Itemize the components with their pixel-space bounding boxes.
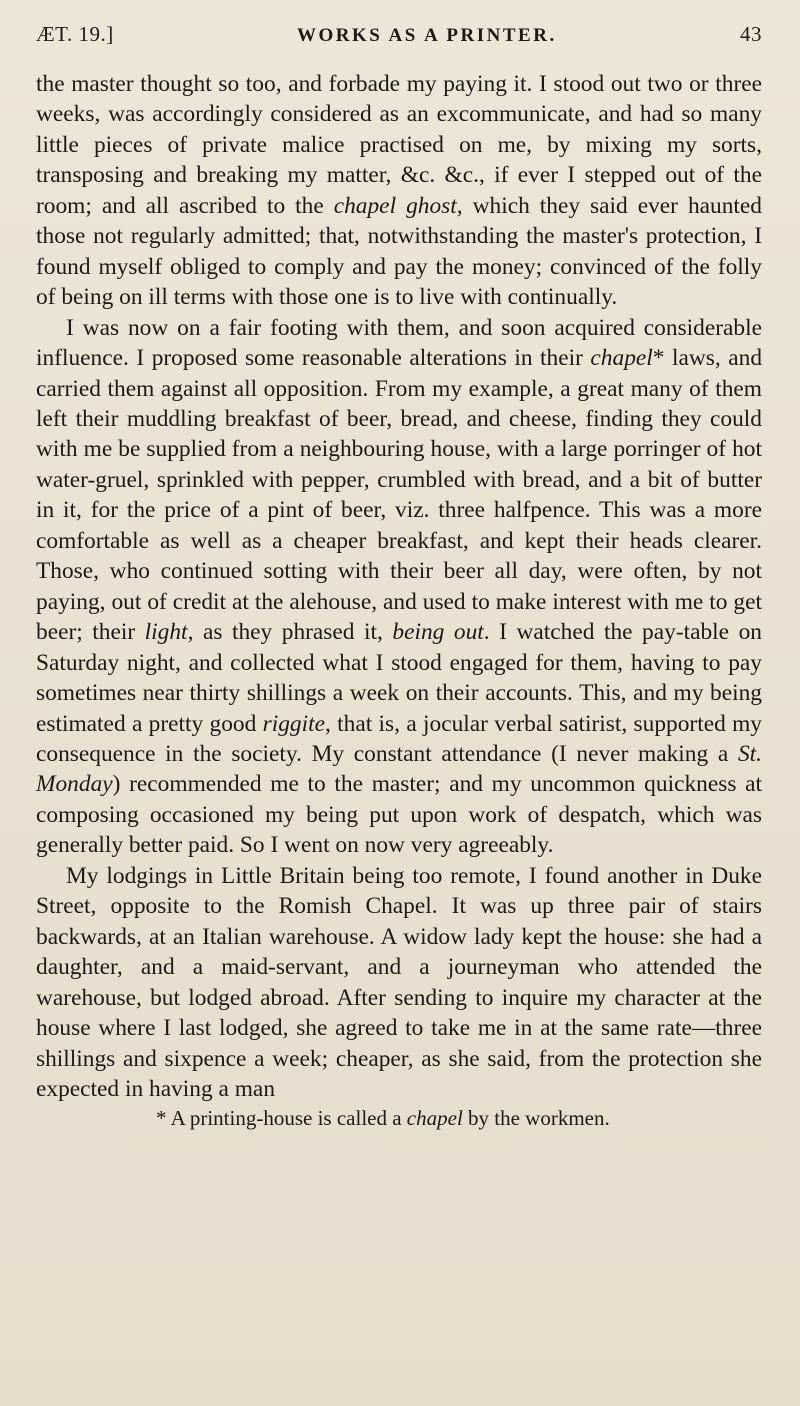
body-text (36, 69, 762, 1104)
paragraph (36, 861, 762, 1105)
page-number: 43 (739, 22, 762, 46)
text-segment: * A printing-house is called a (156, 1106, 407, 1131)
text-segment: , as they phrased it, (187, 619, 393, 646)
text-segment: the master thought so too, and forbade my paying it. I stood out two or three weeks, was accordingly considered as an excommunicate, and had so many little pieces of private malice practised on me, by mixing my sorts, transposing and breaking my matter, &c. &c., if ever I stepped out of the room; and all ascribed to the (36, 71, 762, 219)
paragraph (36, 313, 762, 861)
text-segment: I was now on a fair footing with them, and soon acquired considerable influence. I proposed some reasonable alterations in their (36, 314, 762, 372)
italic-text-segment: light (144, 619, 188, 646)
text-segment: * laws, and carried them against all opposition. From my example, a great many of them left their muddling breakfast of beer, bread, and cheese, finding they could with me be supplied from a neighbouring house, with a large porringer of hot water-gruel, sprinkled with pepper, crumbled with bread, and a bit of butter in it, for the price of a pint of beer, viz. three halfpence. This was a more comfortable as well as a cheaper breakfast, and kept their heads clearer. Those, who continued sotting with their beer all day, were often, by not paying, out of credit at the alehouse, and used to make interest with me to get beer; their (36, 345, 763, 646)
paragraph (36, 69, 762, 313)
text-segment: , which they said ever haunted those not regularly admitted; that, notwithstanding the master's protection, I found myself obliged to comply and pay the money; convinced of the folly of being on ill terms with those one is to live with continually. (36, 192, 763, 311)
text-segment: by the workmen. (462, 1106, 610, 1131)
text-segment: My lodgings in Little Britain being too remote, I found another in Duke Street, opposite to the Romish Chapel. It was up three pair of stairs backwards, at an Italian warehouse. A widow lady kept the house: she had a daughter, and a maid-servant, and a journeyman who attended the warehouse, but lodged abroad. After sending to inquire my character at the house where I last lodged, she agreed to take me in at the same rate—three shillings and sixpence a week; cheaper, as she said, from the protection she expected in having a man (36, 862, 762, 1102)
italic-text-segment: chapel (590, 345, 653, 372)
italic-text-segment: riggite (262, 710, 325, 737)
footnote (36, 1104, 762, 1132)
italic-text-segment: chapel ghost (333, 192, 457, 219)
age-marker: ÆT. 19.] (36, 22, 114, 46)
italic-text-segment: chapel (406, 1106, 463, 1131)
text-segment: ) recommended me to the master; and my uncommon quickness at composing occasioned my being put upon work of despatch, which was generally better paid. So I went on now very agreeably. (36, 771, 762, 859)
italic-text-segment: being out (392, 619, 484, 646)
text-segment: . I watched the pay-table on Saturday night, and collected what I stood engaged for them, having to pay sometimes near thirty shillings a week on their accounts. This, and my being estimated a pretty good (36, 619, 762, 737)
running-title: WORKS AS A PRINTER. (296, 25, 557, 46)
italic-text-segment: St. Monday (36, 740, 762, 798)
running-head (36, 22, 762, 47)
text-segment: , that is, a jocular verbal satirist, supported my consequence in the society. My constant attendance (I never making a (36, 710, 763, 767)
